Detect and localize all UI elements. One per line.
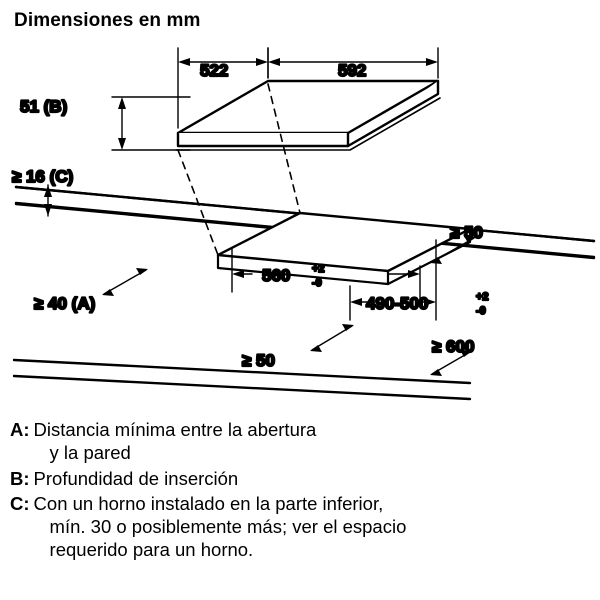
legend-text-b-line1: Profundidad de inserción bbox=[33, 467, 239, 489]
label-cutout-width-tol-plus: +2 bbox=[312, 263, 325, 275]
label-cutout-width-tol-minus: -0 bbox=[312, 277, 322, 289]
dim-side-40a bbox=[102, 268, 148, 296]
legend-text-b bbox=[30, 467, 596, 490]
label-depth-522: 522 bbox=[200, 61, 229, 80]
legend-text-a-line1: Distancia mínima entre la abertura bbox=[33, 419, 317, 440]
legend-text-a-line2: y la pared bbox=[49, 442, 131, 464]
legend-key-a bbox=[10, 418, 30, 441]
label-bottom-600: ≥ 600 bbox=[432, 337, 475, 356]
legend bbox=[10, 418, 596, 564]
label-cutout-depth: 490-500 bbox=[366, 294, 429, 313]
page-title: Dimensiones en mm bbox=[14, 10, 201, 31]
label-rear-50: ≥ 50 bbox=[450, 223, 483, 242]
legend-text-c bbox=[30, 492, 596, 562]
legend-key-c bbox=[10, 492, 30, 515]
label-gap-16c: ≥ 16 (C) bbox=[12, 167, 74, 186]
label-width-592: 592 bbox=[338, 61, 367, 80]
dim-front-50 bbox=[310, 324, 354, 352]
label-side-40a: ≥ 40 (A) bbox=[34, 294, 96, 313]
label-cutout-depth-tol-plus: +2 bbox=[476, 291, 489, 303]
legend-key-b-sep: : bbox=[23, 467, 30, 489]
cooktop-top-surface bbox=[178, 81, 438, 133]
label-height-51b: 51 (B) bbox=[20, 97, 68, 116]
legend-text-c-line3: requerido para un horno. bbox=[49, 539, 254, 561]
legend-key-c-sep: : bbox=[23, 492, 30, 514]
legend-key-b bbox=[10, 467, 30, 490]
legend-text-c-line1: Con un horno instalado en la parte inferior, bbox=[33, 492, 384, 514]
legend-item-a bbox=[10, 418, 596, 465]
countertop-cutout bbox=[218, 213, 470, 284]
label-cutout-width-560: 560 bbox=[262, 266, 291, 285]
label-front-50: ≥ 50 bbox=[242, 351, 275, 370]
label-cutout-depth-tol-minus: -0 bbox=[476, 305, 486, 317]
legend-item-c bbox=[10, 492, 596, 562]
legend-key-c-letter: C bbox=[10, 492, 24, 514]
legend-key-a-sep: : bbox=[23, 419, 30, 440]
legend-key-b-letter: B bbox=[10, 467, 24, 489]
legend-key-a-letter: A bbox=[10, 419, 24, 440]
legend-text-a bbox=[30, 418, 596, 465]
legend-item-b bbox=[10, 467, 596, 490]
legend-text-c-line2: mín. 30 o posiblemente más; ver el espacio bbox=[49, 516, 407, 538]
